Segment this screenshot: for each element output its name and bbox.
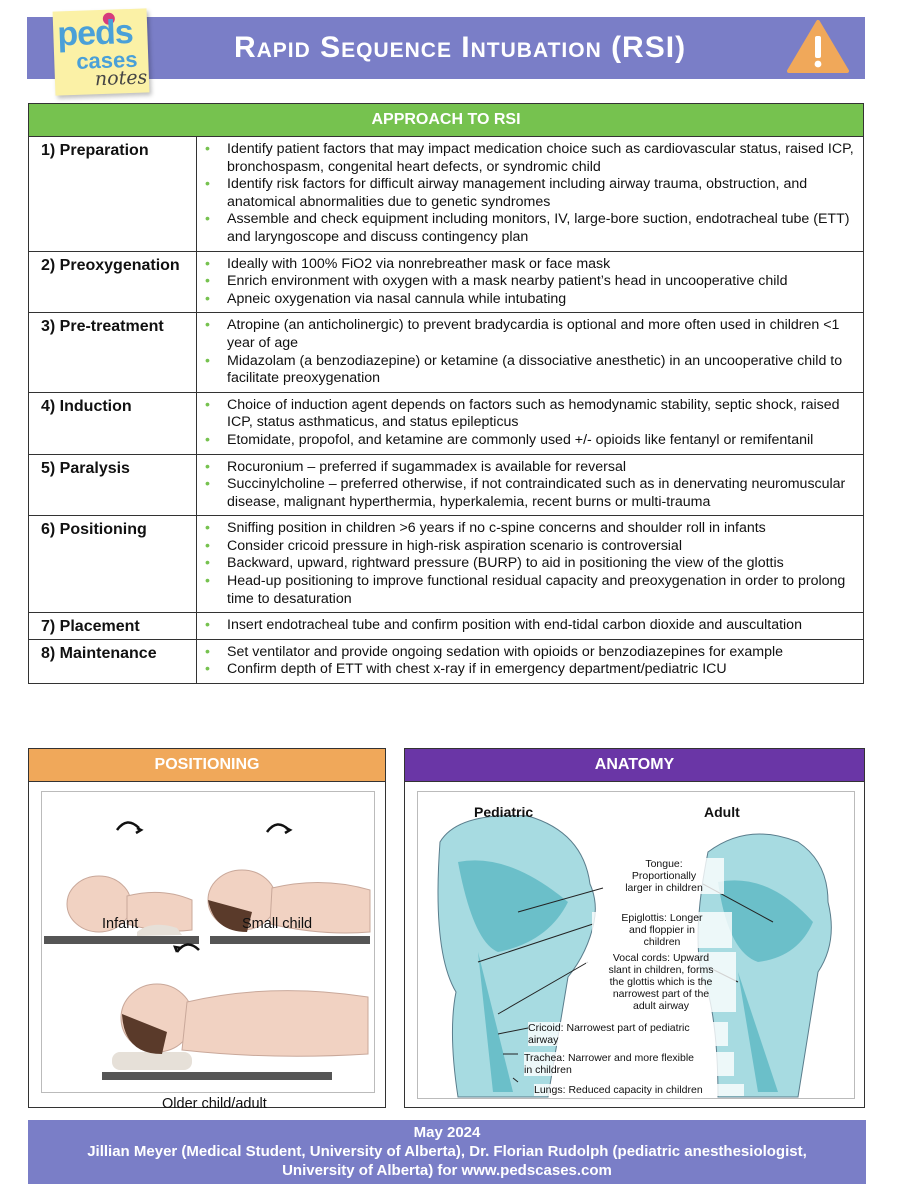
approach-bullet: • Atropine (an anticholinergic) to prevent bradycardia is optional and more often used in children <1 year of age	[227, 317, 855, 352]
anatomy-note-line: in children	[524, 1064, 572, 1076]
approach-bullet: • Set ventilator and provide ongoing sedation with opioids or benzodiazepines for example	[227, 644, 855, 662]
approach-row-label: 2) Preoxygenation	[29, 252, 197, 313]
approach-row-label: 6) Positioning	[29, 516, 197, 612]
approach-row	[28, 516, 864, 613]
approach-bullet: • Confirm depth of ETT with chest x-ray if in emergency department/pediatric ICU	[227, 661, 855, 679]
anatomy-heading: ANATOMY	[405, 749, 864, 782]
approach-bullet: • Midazolam (a benzodiazepine) or ketamine (a dissociative anesthetic) in an uncooperative child to facilitate preoxygenation	[227, 353, 855, 388]
approach-heading: APPROACH TO RSI	[28, 103, 864, 137]
approach-bullet: • Enrich environment with oxygen with a mask nearby patient’s head in uncooperative child	[227, 273, 855, 291]
approach-bullet: • Identify patient factors that may impact medication choice such as cardiovascular status, raised ICP, bronchospasm, congenital heart defects, or syndromic child	[227, 141, 855, 176]
pediatric-label: Pediatric	[474, 804, 534, 820]
caption-older: Older child/adult	[162, 1096, 267, 1112]
approach-row-label: 8) Maintenance	[29, 640, 197, 683]
anatomy-note-line: airway	[528, 1034, 559, 1046]
approach-bullet: • Choice of induction agent depends on factors such as hemodynamic stability, septic shock, raised ICP, status asthmaticus, and status epilepticus	[227, 397, 855, 432]
approach-bullet-list	[197, 137, 863, 251]
anatomy-note	[592, 912, 732, 948]
footer-banner	[28, 1120, 866, 1184]
anatomy-note-line: Epiglottis: Longer	[621, 912, 703, 924]
approach-bullet: • Rocuronium – preferred if sugammadex is available for reversal	[227, 459, 855, 477]
anatomy-note-line: children	[643, 936, 681, 948]
approach-bullet-list	[197, 455, 863, 516]
approach-bullet-list	[197, 516, 863, 612]
anatomy-note-line: Trachea: Narrower and more flexible	[524, 1052, 695, 1064]
adult-label: Adult	[704, 804, 740, 820]
anatomy-note-line: Tongue:	[645, 858, 683, 870]
approach-bullet: • Sniffing position in children >6 years if no c-spine concerns and shoulder roll in infants	[227, 520, 855, 538]
anatomy-note-line: and floppier in	[629, 924, 695, 936]
approach-bullet: • Insert endotracheal tube and confirm position with end-tidal carbon dioxide and auscultation	[227, 617, 855, 635]
approach-table	[28, 103, 864, 684]
approach-row	[28, 137, 864, 252]
approach-bullet: • Head-up positioning to improve functional residual capacity and preoxygenation in order to prolong time to desaturation	[227, 573, 855, 608]
anatomy-note-line: Cricoid: Narrowest part of pediatric	[528, 1022, 690, 1034]
logo-text-notes: notes	[94, 66, 148, 91]
approach-row-label: 5) Paralysis	[29, 455, 197, 516]
approach-bullet-list	[197, 313, 863, 391]
anatomy-note	[604, 858, 724, 894]
anatomy-note-line: Proportionally	[631, 870, 697, 882]
positioning-figures	[42, 792, 374, 1092]
approach-bullet: • Identify risk factors for difficult airway management including airway trauma, obstruction, and anatomical abnormalities due to genetic syndromes	[227, 176, 855, 211]
positioning-heading: POSITIONING	[29, 749, 385, 782]
footer-date: May 2024	[413, 1124, 481, 1141]
anatomy-panel	[404, 748, 865, 1108]
approach-row-label: 3) Pre-treatment	[29, 313, 197, 391]
approach-bullet-list	[197, 252, 863, 313]
anatomy-note-line: narrowest part of the	[612, 988, 710, 1000]
approach-row-label: 1) Preparation	[29, 137, 197, 251]
anatomy-note-line: the glottis which is the	[609, 976, 713, 988]
approach-row	[28, 252, 864, 314]
page-title: Rapid Sequence Intubation (RSI)	[233, 31, 687, 64]
approach-bullet: • Ideally with 100% FiO2 via nonrebreather mask or face mask	[227, 256, 855, 274]
anatomy-note	[528, 1022, 728, 1046]
positioning-illustration	[41, 791, 375, 1112]
anatomy-note	[524, 1052, 734, 1076]
approach-row-label: 4) Induction	[29, 393, 197, 454]
anatomy-note-line: Lungs: Reduced capacity in children	[534, 1084, 703, 1096]
approach-bullet: • Apneic oxygenation via nasal cannula while intubating	[227, 291, 855, 309]
anatomy-note	[586, 952, 736, 1012]
warning-icon	[786, 18, 850, 74]
adult-figure	[102, 944, 368, 1080]
approach-row	[28, 393, 864, 455]
anatomy-note-line: larger in children	[625, 882, 703, 894]
approach-bullet: • Backward, upward, rightward pressure (BURP) to aid in positioning the view of the glottis	[227, 555, 855, 573]
approach-bullet: • Etomidate, propofol, and ketamine are commonly used +/- opioids like fentanyl or remifentanil	[227, 432, 855, 450]
positioning-panel	[28, 748, 386, 1112]
approach-bullet-list	[197, 613, 863, 639]
anatomy-note-line: adult airway	[632, 1000, 690, 1012]
anatomy-note-line: slant in children, forms	[608, 964, 714, 976]
caption-infant: Infant	[102, 916, 139, 932]
logo-text-cases: cases	[75, 46, 138, 74]
approach-row	[28, 640, 864, 684]
approach-row	[28, 455, 864, 517]
approach-row-label: 7) Placement	[29, 613, 197, 639]
anatomy-note-line: Vocal cords: Upward	[612, 952, 710, 964]
pedscases-logo	[53, 8, 150, 95]
approach-bullet: • Succinylcholine – preferred otherwise, if not contraindicated such as in denervating neuromuscular disease, malignant hyperthermia, hyperkalemia, recent burns or multi-trauma	[227, 476, 855, 511]
anatomy-illustration	[417, 791, 855, 1099]
logo-text-peds: peds	[56, 12, 134, 54]
anatomy-note	[534, 1084, 744, 1096]
footer-authors-line2: University of Alberta) for www.pedscases.com	[282, 1162, 612, 1179]
approach-bullet: • Consider cricoid pressure in high-risk aspiration scenario is controversial	[227, 538, 855, 556]
approach-row	[28, 613, 864, 640]
caption-small-child: Small child	[242, 916, 313, 932]
approach-bullet-list	[197, 640, 863, 683]
approach-bullet: • Assemble and check equipment including monitors, IV, large-bore suction, endotracheal tube (ETT) and laryngoscope and discuss contingency plan	[227, 211, 855, 246]
approach-bullet-list	[197, 393, 863, 454]
footer-authors-line1: Jillian Meyer (Medical Student, University of Alberta), Dr. Florian Rudolph (pediatric anesthesiologist,	[87, 1143, 807, 1160]
approach-row	[28, 313, 864, 392]
